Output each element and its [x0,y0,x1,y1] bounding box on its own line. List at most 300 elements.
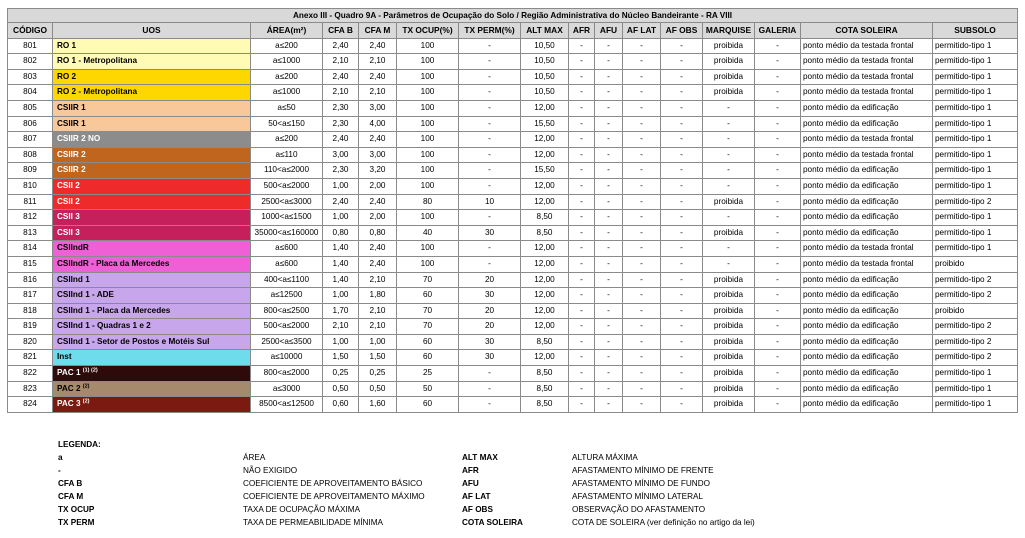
code-cell: 805 [8,100,53,116]
uos-label: CSIIR 1 [57,102,86,112]
marq-cell: proibida [703,85,755,101]
area-cell: a≤200 [251,69,323,85]
cfab-cell: 0,60 [323,397,359,413]
aflat-cell: - [623,303,661,319]
legend-abbreviation: AFU [462,479,479,488]
uos-label: CSIInd 1 [57,274,90,284]
gal-cell: - [755,85,801,101]
afr-cell: - [569,241,595,257]
alt-cell: 8,50 [521,334,569,350]
uos-cell [53,132,251,148]
sub-cell: permitido-tipo 1 [933,225,1018,241]
alt-cell: 12,00 [521,303,569,319]
code-cell: 815 [8,256,53,272]
afu-cell: - [595,69,623,85]
perm-cell: 20 [459,319,521,335]
column-header: MARQUISE [703,23,755,39]
perm-cell: - [459,256,521,272]
code-cell: 814 [8,241,53,257]
marq-cell: - [703,116,755,132]
gal-cell: - [755,225,801,241]
cfam-cell: 2,40 [359,132,397,148]
legend-description: ÁREA [243,453,266,462]
area-cell: a≤200 [251,38,323,54]
marq-cell: - [703,241,755,257]
ocup-cell: 100 [397,54,459,70]
code-cell: 803 [8,69,53,85]
cfab-cell: 1,00 [323,334,359,350]
table-row [8,38,1018,54]
aflat-cell: - [623,272,661,288]
gal-cell: - [755,256,801,272]
uos-cell [53,241,251,257]
table-row [8,100,1018,116]
afr-cell: - [569,132,595,148]
alt-cell: 8,50 [521,381,569,397]
afu-cell: - [595,194,623,210]
marq-cell: - [703,163,755,179]
legend-abbreviation: COTA SOLEIRA [462,518,523,527]
sub-cell: permitido-tipo 2 [933,334,1018,350]
afobs-cell: - [661,241,703,257]
legend-abbreviation: - [58,466,61,475]
ocup-cell: 60 [397,288,459,304]
column-header: GALERIA [755,23,801,39]
gal-cell: - [755,272,801,288]
afr-cell: - [569,210,595,226]
code-cell: 811 [8,194,53,210]
afr-cell: - [569,163,595,179]
afobs-cell: - [661,334,703,350]
afu-cell: - [595,163,623,179]
uos-cell [53,288,251,304]
legend-abbreviation: CFA B [58,479,83,488]
cfam-cell: 2,40 [359,241,397,257]
cota-cell: ponto médio da testada frontal [801,38,933,54]
legend-description: AFASTAMENTO MÍNIMO DE FRENTE [572,466,714,475]
cfab-cell: 2,30 [323,100,359,116]
sub-cell: permitido-tipo 1 [933,54,1018,70]
afobs-cell: - [661,288,703,304]
afr-cell: - [569,381,595,397]
afr-cell: - [569,178,595,194]
area-cell: a≤110 [251,147,323,163]
uos-label: CSIIR 2 [57,165,86,175]
cfab-cell: 2,40 [323,38,359,54]
cota-cell: ponto médio da edificação [801,397,933,413]
cfam-cell: 1,50 [359,350,397,366]
gal-cell: - [755,147,801,163]
uos-label: CSII 2 [57,196,80,206]
alt-cell: 8,50 [521,225,569,241]
alt-cell: 12,00 [521,319,569,335]
sub-cell: proibido [933,256,1018,272]
afr-cell: - [569,272,595,288]
code-cell: 810 [8,178,53,194]
table-row [8,116,1018,132]
uos-cell [53,334,251,350]
marq-cell: proibida [703,381,755,397]
afr-cell: - [569,350,595,366]
aflat-cell: - [623,85,661,101]
ocup-cell: 100 [397,69,459,85]
sub-cell: permitido-tipo 1 [933,366,1018,382]
legend-description: COEFICIENTE DE APROVEITAMENTO BÁSICO [243,479,423,488]
code-cell: 808 [8,147,53,163]
aflat-cell: - [623,178,661,194]
code-cell: 806 [8,116,53,132]
cfab-cell: 1,00 [323,210,359,226]
cfam-cell: 1,80 [359,288,397,304]
gal-cell: - [755,334,801,350]
table-row [8,334,1018,350]
uos-label: PAC 2 [57,383,81,393]
aflat-cell: - [623,241,661,257]
area-cell: a≤12500 [251,288,323,304]
legend-description: OBSERVAÇÃO DO AFASTAMENTO [572,505,706,514]
area-cell: a≤10000 [251,350,323,366]
code-cell: 819 [8,319,53,335]
legend-description: NÃO EXIGIDO [243,466,298,475]
gal-cell: - [755,194,801,210]
perm-cell: - [459,38,521,54]
cota-cell: ponto médio da edificação [801,178,933,194]
uos-label: RO 1 [57,40,77,50]
perm-cell: - [459,241,521,257]
afu-cell: - [595,334,623,350]
cfam-cell: 0,80 [359,225,397,241]
gal-cell: - [755,381,801,397]
afu-cell: - [595,178,623,194]
uos-label: RO 2 - Metropolitana [57,87,138,97]
table-row [8,69,1018,85]
alt-cell: 10,50 [521,38,569,54]
afobs-cell: - [661,54,703,70]
perm-cell: 30 [459,350,521,366]
perm-cell: 20 [459,303,521,319]
cfab-cell: 1,50 [323,350,359,366]
cfab-cell: 1,40 [323,256,359,272]
code-cell: 820 [8,334,53,350]
perm-cell: - [459,147,521,163]
legend-description: AFASTAMENTO MÍNIMO LATERAL [572,492,704,501]
cfam-cell: 2,00 [359,178,397,194]
cota-cell: ponto médio da edificação [801,350,933,366]
perm-cell: - [459,397,521,413]
afu-cell: - [595,381,623,397]
cota-cell: ponto médio da testada frontal [801,241,933,257]
afr-cell: - [569,397,595,413]
legend-description: COTA DE SOLEIRA (ver definição no artigo da lei) [572,518,755,527]
marq-cell: - [703,178,755,194]
gal-cell: - [755,210,801,226]
sub-cell: permitido-tipo 1 [933,69,1018,85]
cfab-cell: 0,50 [323,381,359,397]
uos-cell [53,178,251,194]
area-cell: 800<a≤2500 [251,303,323,319]
afobs-cell: - [661,256,703,272]
area-cell: a≤600 [251,256,323,272]
code-cell: 818 [8,303,53,319]
uos-label: CSIIndR [57,243,89,253]
gal-cell: - [755,366,801,382]
cota-cell: ponto médio da edificação [801,381,933,397]
area-cell: 8500<a≤12500 [251,397,323,413]
afu-cell: - [595,350,623,366]
perm-cell: - [459,54,521,70]
ocup-cell: 100 [397,132,459,148]
column-header: CFA M [359,23,397,39]
uos-cell [53,194,251,210]
area-cell: 800<a≤2000 [251,366,323,382]
uos-cell [53,69,251,85]
legend-abbreviation: TX PERM [58,518,95,527]
cfam-cell: 3,00 [359,147,397,163]
legend-abbreviation: AF OBS [462,505,493,514]
sub-cell: permitido-tipo 2 [933,288,1018,304]
uos-cell [53,147,251,163]
table-row [8,132,1018,148]
cfam-cell: 2,40 [359,69,397,85]
uos-cell [53,319,251,335]
marq-cell: - [703,100,755,116]
uos-cell [53,366,251,382]
cota-cell: ponto médio da edificação [801,366,933,382]
aflat-cell: - [623,366,661,382]
afr-cell: - [569,366,595,382]
gal-cell: - [755,38,801,54]
alt-cell: 12,00 [521,132,569,148]
cota-cell: ponto médio da testada frontal [801,256,933,272]
aflat-cell: - [623,163,661,179]
column-header: AFU [595,23,623,39]
code-cell: 812 [8,210,53,226]
legend-description: COEFICIENTE DE APROVEITAMENTO MÁXIMO [243,492,425,501]
uos-cell [53,350,251,366]
uos-cell [53,54,251,70]
ocup-cell: 70 [397,272,459,288]
afu-cell: - [595,397,623,413]
column-header: ALT MAX [521,23,569,39]
cfab-cell: 0,25 [323,366,359,382]
table-row [8,366,1018,382]
legend-description: ALTURA MÁXIMA [572,453,638,462]
cfab-cell: 0,80 [323,225,359,241]
table-row [8,163,1018,179]
uos-cell [53,381,251,397]
alt-cell: 10,50 [521,54,569,70]
sub-cell: permitido-tipo 2 [933,319,1018,335]
column-header: TX OCUP(%) [397,23,459,39]
cfab-cell: 2,30 [323,163,359,179]
ocup-cell: 100 [397,210,459,226]
column-header: AF LAT [623,23,661,39]
cfam-cell: 1,00 [359,334,397,350]
alt-cell: 12,00 [521,147,569,163]
afr-cell: - [569,194,595,210]
table-row [8,178,1018,194]
cfam-cell: 2,40 [359,38,397,54]
aflat-cell: - [623,100,661,116]
column-header: CFA B [323,23,359,39]
marq-cell: proibida [703,319,755,335]
afu-cell: - [595,132,623,148]
alt-cell: 12,00 [521,350,569,366]
ocup-cell: 60 [397,334,459,350]
afr-cell: - [569,225,595,241]
uos-cell [53,397,251,413]
area-cell: 50<a≤150 [251,116,323,132]
area-cell: a≤3000 [251,381,323,397]
area-cell: 35000<a≤160000 [251,225,323,241]
alt-cell: 12,00 [521,178,569,194]
gal-cell: - [755,288,801,304]
area-cell: a≤600 [251,241,323,257]
marq-cell: proibida [703,397,755,413]
area-cell: 2500<a≤3000 [251,194,323,210]
code-cell: 822 [8,366,53,382]
area-cell: a≤1000 [251,54,323,70]
afr-cell: - [569,319,595,335]
cota-cell: ponto médio da edificação [801,288,933,304]
code-cell: 804 [8,85,53,101]
cfam-cell: 2,10 [359,303,397,319]
perm-cell: - [459,210,521,226]
afu-cell: - [595,100,623,116]
table-row [8,225,1018,241]
alt-cell: 12,00 [521,100,569,116]
aflat-cell: - [623,210,661,226]
marq-cell: proibida [703,334,755,350]
code-cell: 809 [8,163,53,179]
ocup-cell: 100 [397,38,459,54]
afobs-cell: - [661,38,703,54]
afu-cell: - [595,288,623,304]
parameters-table [7,8,1018,413]
perm-cell: 30 [459,334,521,350]
afu-cell: - [595,54,623,70]
cota-cell: ponto médio da edificação [801,272,933,288]
cfam-cell: 0,25 [359,366,397,382]
aflat-cell: - [623,256,661,272]
cfam-cell: 4,00 [359,116,397,132]
uos-label: CSIInd 1 - Setor de Postos e Motéis Sul [57,336,210,346]
sub-cell: permitido-tipo 1 [933,116,1018,132]
legend-abbreviation: AFR [462,466,479,475]
sub-cell: permitido-tipo 2 [933,194,1018,210]
cfam-cell: 2,40 [359,256,397,272]
uos-label: CSIIR 2 [57,149,86,159]
uos-label: CSIInd 1 - ADE [57,290,115,300]
alt-cell: 15,50 [521,163,569,179]
area-cell: a≤50 [251,100,323,116]
sub-cell: permitido-tipo 1 [933,163,1018,179]
code-cell: 807 [8,132,53,148]
ocup-cell: 100 [397,100,459,116]
code-cell: 816 [8,272,53,288]
aflat-cell: - [623,69,661,85]
marq-cell: - [703,256,755,272]
cota-cell: ponto médio da edificação [801,303,933,319]
afr-cell: - [569,100,595,116]
cota-cell: ponto médio da edificação [801,194,933,210]
gal-cell: - [755,69,801,85]
cfab-cell: 1,40 [323,272,359,288]
sub-cell: permitido-tipo 2 [933,272,1018,288]
alt-cell: 8,50 [521,366,569,382]
column-header: SUBSOLO [933,23,1018,39]
cfam-cell: 1,60 [359,397,397,413]
alt-cell: 8,50 [521,210,569,226]
cota-cell: ponto médio da edificação [801,225,933,241]
perm-cell: - [459,116,521,132]
table-row [8,272,1018,288]
perm-cell: - [459,132,521,148]
cfab-cell: 1,00 [323,288,359,304]
afobs-cell: - [661,178,703,194]
area-cell: 110<a≤2000 [251,163,323,179]
uos-label: PAC 3 [57,399,81,409]
cfab-cell: 1,00 [323,178,359,194]
alt-cell: 12,00 [521,256,569,272]
afobs-cell: - [661,366,703,382]
afr-cell: - [569,303,595,319]
marq-cell: - [703,147,755,163]
cfam-cell: 3,00 [359,100,397,116]
alt-cell: 12,00 [521,288,569,304]
aflat-cell: - [623,381,661,397]
area-cell: 1000<a≤1500 [251,210,323,226]
sub-cell: proibido [933,303,1018,319]
aflat-cell: - [623,116,661,132]
afr-cell: - [569,147,595,163]
afobs-cell: - [661,69,703,85]
column-header: UOS [53,23,251,39]
cfab-cell: 2,30 [323,116,359,132]
marq-cell: proibida [703,54,755,70]
ocup-cell: 80 [397,194,459,210]
cota-cell: ponto médio da testada frontal [801,147,933,163]
area-cell: a≤1000 [251,85,323,101]
ocup-cell: 100 [397,256,459,272]
code-cell: 823 [8,381,53,397]
afobs-cell: - [661,210,703,226]
uos-label: CSII 3 [57,212,80,222]
gal-cell: - [755,132,801,148]
afu-cell: - [595,303,623,319]
cfam-cell: 0,50 [359,381,397,397]
table-row [8,381,1018,397]
afr-cell: - [569,85,595,101]
marq-cell: proibida [703,272,755,288]
sub-cell: permitido-tipo 1 [933,397,1018,413]
perm-cell: - [459,178,521,194]
area-cell: 2500<a≤3500 [251,334,323,350]
perm-cell: 20 [459,272,521,288]
afobs-cell: - [661,85,703,101]
ocup-cell: 40 [397,225,459,241]
cfab-cell: 2,40 [323,69,359,85]
uos-label: CSIInd 1 - Quadras 1 e 2 [57,321,151,331]
perm-cell: - [459,100,521,116]
cota-cell: ponto médio da testada frontal [801,69,933,85]
area-cell: a≤200 [251,132,323,148]
column-header: COTA SOLEIRA [801,23,933,39]
afobs-cell: - [661,319,703,335]
uos-cell [53,210,251,226]
ocup-cell: 50 [397,381,459,397]
uos-label: Inst [57,352,72,362]
